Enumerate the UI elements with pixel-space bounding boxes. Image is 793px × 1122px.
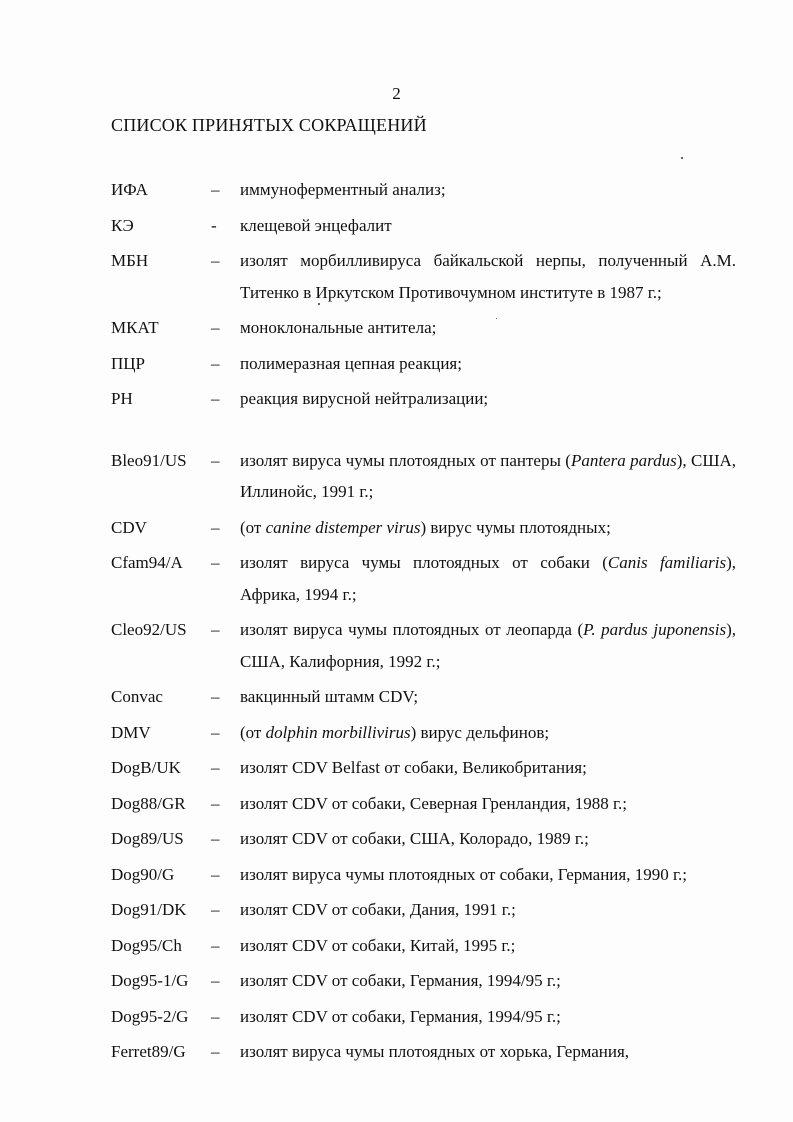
abbreviation-entry: [111, 788, 736, 820]
abbreviation-definition: изолят вируса чумы плотоядных от хорька, Германия,: [240, 1042, 630, 1061]
abbreviation-definition: изолят CDV Belfast от собаки, Великобритания;: [240, 758, 587, 777]
abbreviation-definition: вакцинный штамм CDV;: [240, 687, 419, 706]
definition-part: (от: [240, 722, 266, 742]
abbreviation-definition: [240, 614, 736, 677]
abbreviation-definition: изолят CDV от собаки, Китай, 1995 г.;: [240, 935, 516, 955]
abbreviation-definition: [240, 445, 736, 508]
page-number: 2: [392, 84, 401, 103]
abbreviation-definition: моноклональные антитела;: [240, 318, 437, 337]
abbreviation-definition: изолят CDV от собаки, Северная Гренландия, 1988 г.;: [240, 793, 628, 813]
entry-dash: -: [211, 215, 217, 235]
abbreviation-definition: [240, 717, 736, 749]
definition-italic-part: P. pardus juponensis: [583, 620, 727, 639]
abbreviation-entry: [111, 823, 736, 855]
abbreviation-term: DogB/UK: [111, 758, 181, 777]
abbreviation-entry: [111, 512, 736, 544]
scan-speck: [496, 318, 497, 319]
entry-dash: –: [211, 935, 220, 955]
entry-dash: –: [211, 971, 220, 990]
abbreviation-term: Convac: [111, 687, 163, 706]
abbreviation-term: МБН: [111, 251, 149, 270]
abbreviation-entry: [111, 681, 736, 713]
definition-part: изолят вируса чумы плотоядных от собаки (: [240, 553, 608, 572]
abbreviation-entry: [111, 174, 736, 206]
definition-part: изолят вируса чумы плотоядных от пантеры (: [240, 450, 571, 470]
definition-part: ) вирус чумы плотоядных;: [420, 517, 611, 537]
entry-dash: –: [211, 1006, 220, 1026]
abbreviation-entry: [111, 547, 736, 610]
entry-dash: –: [211, 517, 220, 537]
abbreviation-definition: изолят CDV от собаки, Германия, 1994/95 г.;: [240, 1006, 561, 1026]
entry-dash: –: [211, 180, 220, 199]
abbreviation-entry: [111, 445, 736, 508]
definition-part: ) вирус дельфинов;: [410, 722, 550, 742]
abbreviation-entry: [111, 965, 736, 997]
abbreviation-term: Bleo91/US: [111, 450, 187, 470]
abbreviation-term: CDV: [111, 517, 147, 537]
abbreviation-term: Dog90/G: [111, 864, 175, 884]
abbreviation-term: DMV: [111, 722, 151, 742]
abbreviation-term: МКАТ: [111, 318, 159, 337]
definition-part: ), США, Иллинойс, 1991 г.;: [240, 450, 736, 501]
page-title: СПИСОК ПРИНЯТЫХ СОКРАЩЕНИЙ: [111, 115, 427, 135]
abbreviation-definition: [240, 512, 736, 544]
definition-italic-part: Pantera pardus: [570, 450, 677, 470]
abbreviation-term: Ferret89/G: [111, 1042, 186, 1061]
abbreviation-term: Dog91/DK: [111, 900, 187, 919]
abbreviation-entry: [111, 717, 736, 749]
abbreviation-term: ПЦР: [111, 353, 146, 373]
abbreviation-definition: изолят CDV от собаки, США, Колорадо, 1989 г.;: [240, 829, 589, 848]
abbreviation-term: ИФА: [111, 180, 148, 199]
definition-part: (от: [240, 517, 266, 537]
abbreviation-definition: [240, 547, 736, 610]
abbreviation-entry: [111, 1036, 736, 1068]
abbreviation-entry: [111, 1001, 736, 1033]
abbreviation-entry: [111, 614, 736, 677]
abbreviation-entry: [111, 752, 736, 784]
entry-dash: –: [211, 553, 220, 572]
abbreviation-definition: изолят CDV от собаки, Дания, 1991 г.;: [240, 900, 516, 919]
abbreviation-entry: [111, 930, 736, 962]
definition-part: ), Африка, 1994 г.;: [240, 553, 736, 604]
entry-dash: –: [211, 389, 220, 408]
abbreviation-term: Dog95/Ch: [111, 935, 182, 955]
entry-dash: –: [211, 251, 220, 270]
abbreviation-list: [111, 174, 736, 1072]
entry-dash: –: [211, 1042, 220, 1061]
abbreviation-definition: изолят вируса чумы плотоядных от собаки, Германия, 1990 г.;: [240, 864, 688, 884]
abbreviation-definition: клещевой энцефалит: [240, 215, 392, 235]
definition-italic-part: canine distemper virus: [265, 517, 421, 537]
abbreviation-term: Cleo92/US: [111, 620, 187, 639]
abbreviation-entry: [111, 894, 736, 926]
entry-dash: –: [211, 450, 220, 470]
entry-dash: –: [211, 687, 220, 706]
entry-dash: –: [211, 793, 220, 813]
scan-speck: [681, 157, 683, 159]
abbreviation-definition: иммуноферментный анализ;: [240, 180, 446, 199]
definition-italic-part: Canis familiaris: [607, 553, 727, 572]
abbreviation-term: КЭ: [111, 215, 134, 235]
entry-dash: –: [211, 829, 220, 848]
definition-part: изолят вируса чумы плотоядных от леопарда (: [240, 620, 584, 639]
abbreviation-entry: [111, 859, 736, 891]
scan-speck: [318, 303, 320, 305]
entry-dash: –: [211, 620, 220, 639]
abbreviation-entry: [111, 312, 736, 344]
entry-dash: –: [211, 353, 220, 373]
abbreviation-definition: изолят морбилливируса байкальской нерпы, полученный А.М. Титенко в Иркутском Противочумном институте в 1987 г.;: [240, 251, 736, 302]
entry-dash: –: [211, 318, 220, 337]
abbreviation-term: Dog89/US: [111, 829, 184, 848]
abbreviation-term: Dog95-2/G: [111, 1006, 189, 1026]
abbreviation-term: Cfam94/A: [111, 553, 183, 572]
definition-part: ), США, Калифорния, 1992 г.;: [240, 620, 736, 671]
entry-dash: –: [211, 722, 220, 742]
abbreviation-entry: [111, 348, 736, 380]
abbreviation-entry: [111, 210, 736, 242]
abbreviation-term: РН: [111, 389, 133, 408]
abbreviation-term: Dog95-1/G: [111, 971, 189, 990]
definition-italic-part: dolphin morbillivirus: [265, 722, 411, 742]
abbreviation-definition: полимеразная цепная реакция;: [240, 353, 462, 373]
entry-dash: –: [211, 864, 220, 884]
abbreviation-entry: [111, 383, 736, 415]
entry-dash: –: [211, 900, 220, 919]
abbreviation-definition: изолят CDV от собаки, Германия, 1994/95 г.;: [240, 971, 561, 990]
entry-dash: –: [211, 758, 220, 777]
abbreviation-entry: [111, 245, 736, 308]
abbreviation-term: Dog88/GR: [111, 793, 186, 813]
abbreviation-definition: реакция вирусной нейтрализации;: [240, 389, 489, 408]
